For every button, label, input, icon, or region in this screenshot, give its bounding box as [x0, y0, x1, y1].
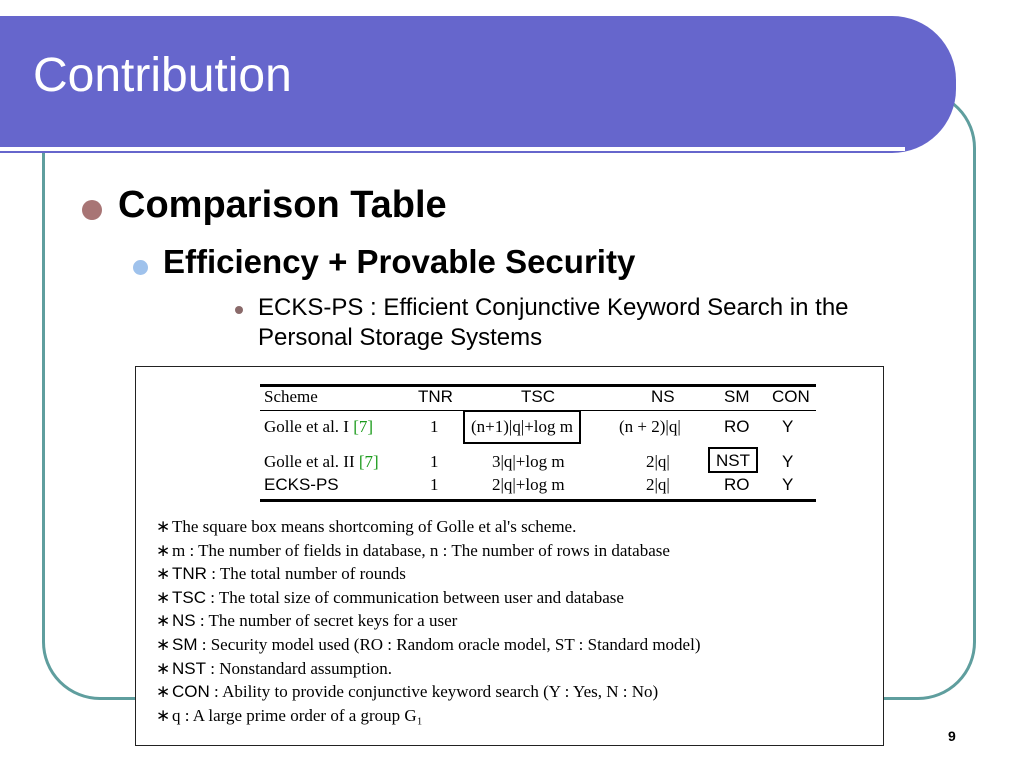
title-underline: [0, 147, 905, 151]
header-tsc: TSC: [521, 387, 555, 406]
row2-ns: 2|q|: [646, 452, 670, 471]
note-term: NST: [172, 658, 206, 678]
note-text: : Nonstandard assumption.: [206, 658, 393, 678]
row2-con: Y: [782, 452, 794, 471]
note-text: : The total size of communication between user and database: [206, 587, 624, 607]
note-term: TNR: [172, 564, 207, 584]
note-item: ∗ CON : Ability to provide conjunctive keyword search (Y : Yes, N : No): [156, 682, 659, 702]
row1-tsc-boxed: (n+1)|q|+log m: [463, 410, 581, 444]
note-item: ∗ The square box means shortcoming of Golle et al's scheme.: [156, 517, 577, 536]
header-tnr: TNR: [418, 387, 453, 406]
header-ns: NS: [651, 387, 675, 406]
row3-tnr: 1: [430, 475, 439, 494]
bullet-dot-level-1: [82, 200, 102, 220]
bullet-dot-level-3: [235, 306, 243, 314]
note-item: ∗ m : The number of fields in database, n : The number of rows in database: [156, 540, 670, 560]
row2-scheme: [264, 452, 379, 472]
row1-tnr: 1: [430, 417, 439, 436]
note-text: : The number of secret keys for a user: [195, 611, 458, 631]
row1-ns: (n + 2)|q|: [619, 417, 681, 436]
row2-tnr: 1: [430, 452, 439, 471]
slide-title: Contribution: [33, 49, 292, 102]
note-term: TSC: [172, 587, 206, 607]
note-term: NS: [172, 611, 196, 631]
note-text: m : The number of fields in database, n : The number of rows in database: [172, 540, 670, 560]
row3-tsc: 2|q|+log m: [492, 475, 565, 494]
note-term: SM: [172, 634, 198, 654]
note-item: ∗ TSC : The total size of communication between user and database: [156, 587, 624, 607]
note-text: q : A large prime order of a group G₁: [172, 705, 423, 725]
row1-scheme: [264, 417, 373, 437]
header-con: CON: [772, 387, 810, 406]
note-item: ∗ SM : Security model used (RO : Random oracle model, ST : Standard model): [156, 634, 701, 654]
bullet-comparison-table: Comparison Table: [118, 184, 447, 226]
bullet-efficiency-security: Efficiency + Provable Security: [163, 243, 636, 280]
note-term: CON: [172, 682, 210, 702]
note-text: : The total number of rounds: [206, 564, 406, 584]
header-sm: SM: [724, 387, 750, 406]
row2-tsc: 3|q|+log m: [492, 452, 565, 471]
row3-scheme: ECKS-PS: [264, 475, 339, 494]
note-item: ∗ NS : The number of secret keys for a user: [156, 611, 458, 631]
table-notes: [156, 515, 701, 727]
row1-scheme-name: Golle et al. I: [264, 417, 349, 436]
page-number: 9: [948, 728, 956, 744]
row2-sm-boxed: NST: [708, 447, 758, 473]
note-text: The square box means shortcoming of Golle et al's scheme.: [172, 517, 577, 536]
note-item: ∗ q : A large prime order of a group G₁: [156, 705, 423, 725]
note-item: ∗ TNR : The total number of rounds: [156, 564, 406, 584]
row3-sm: RO: [724, 475, 750, 494]
row3-ns: 2|q|: [646, 475, 670, 494]
note-text: : Security model used (RO : Random oracle model, ST : Standard model): [197, 634, 701, 654]
table-bottom-rule: [260, 499, 816, 502]
row1-con: Y: [782, 417, 794, 436]
header-scheme: Scheme: [264, 387, 318, 406]
row2-scheme-name: Golle et al. II: [264, 452, 355, 471]
bullet-dot-level-2: [133, 260, 148, 275]
row1-sm: RO: [724, 417, 750, 436]
row3-con: Y: [782, 475, 794, 494]
note-text: : Ability to provide conjunctive keyword search (Y : Yes, N : No): [209, 682, 659, 702]
row2-citation: [7]: [358, 452, 379, 471]
bullet-ecks-ps-description: ECKS-PS : Efficient Conjunctive Keyword Search in the Personal Storage Systems: [258, 294, 849, 351]
comparison-figure: [135, 366, 884, 746]
row1-citation: [7]: [353, 417, 374, 436]
note-item: ∗ NST : Nonstandard assumption.: [156, 658, 393, 678]
